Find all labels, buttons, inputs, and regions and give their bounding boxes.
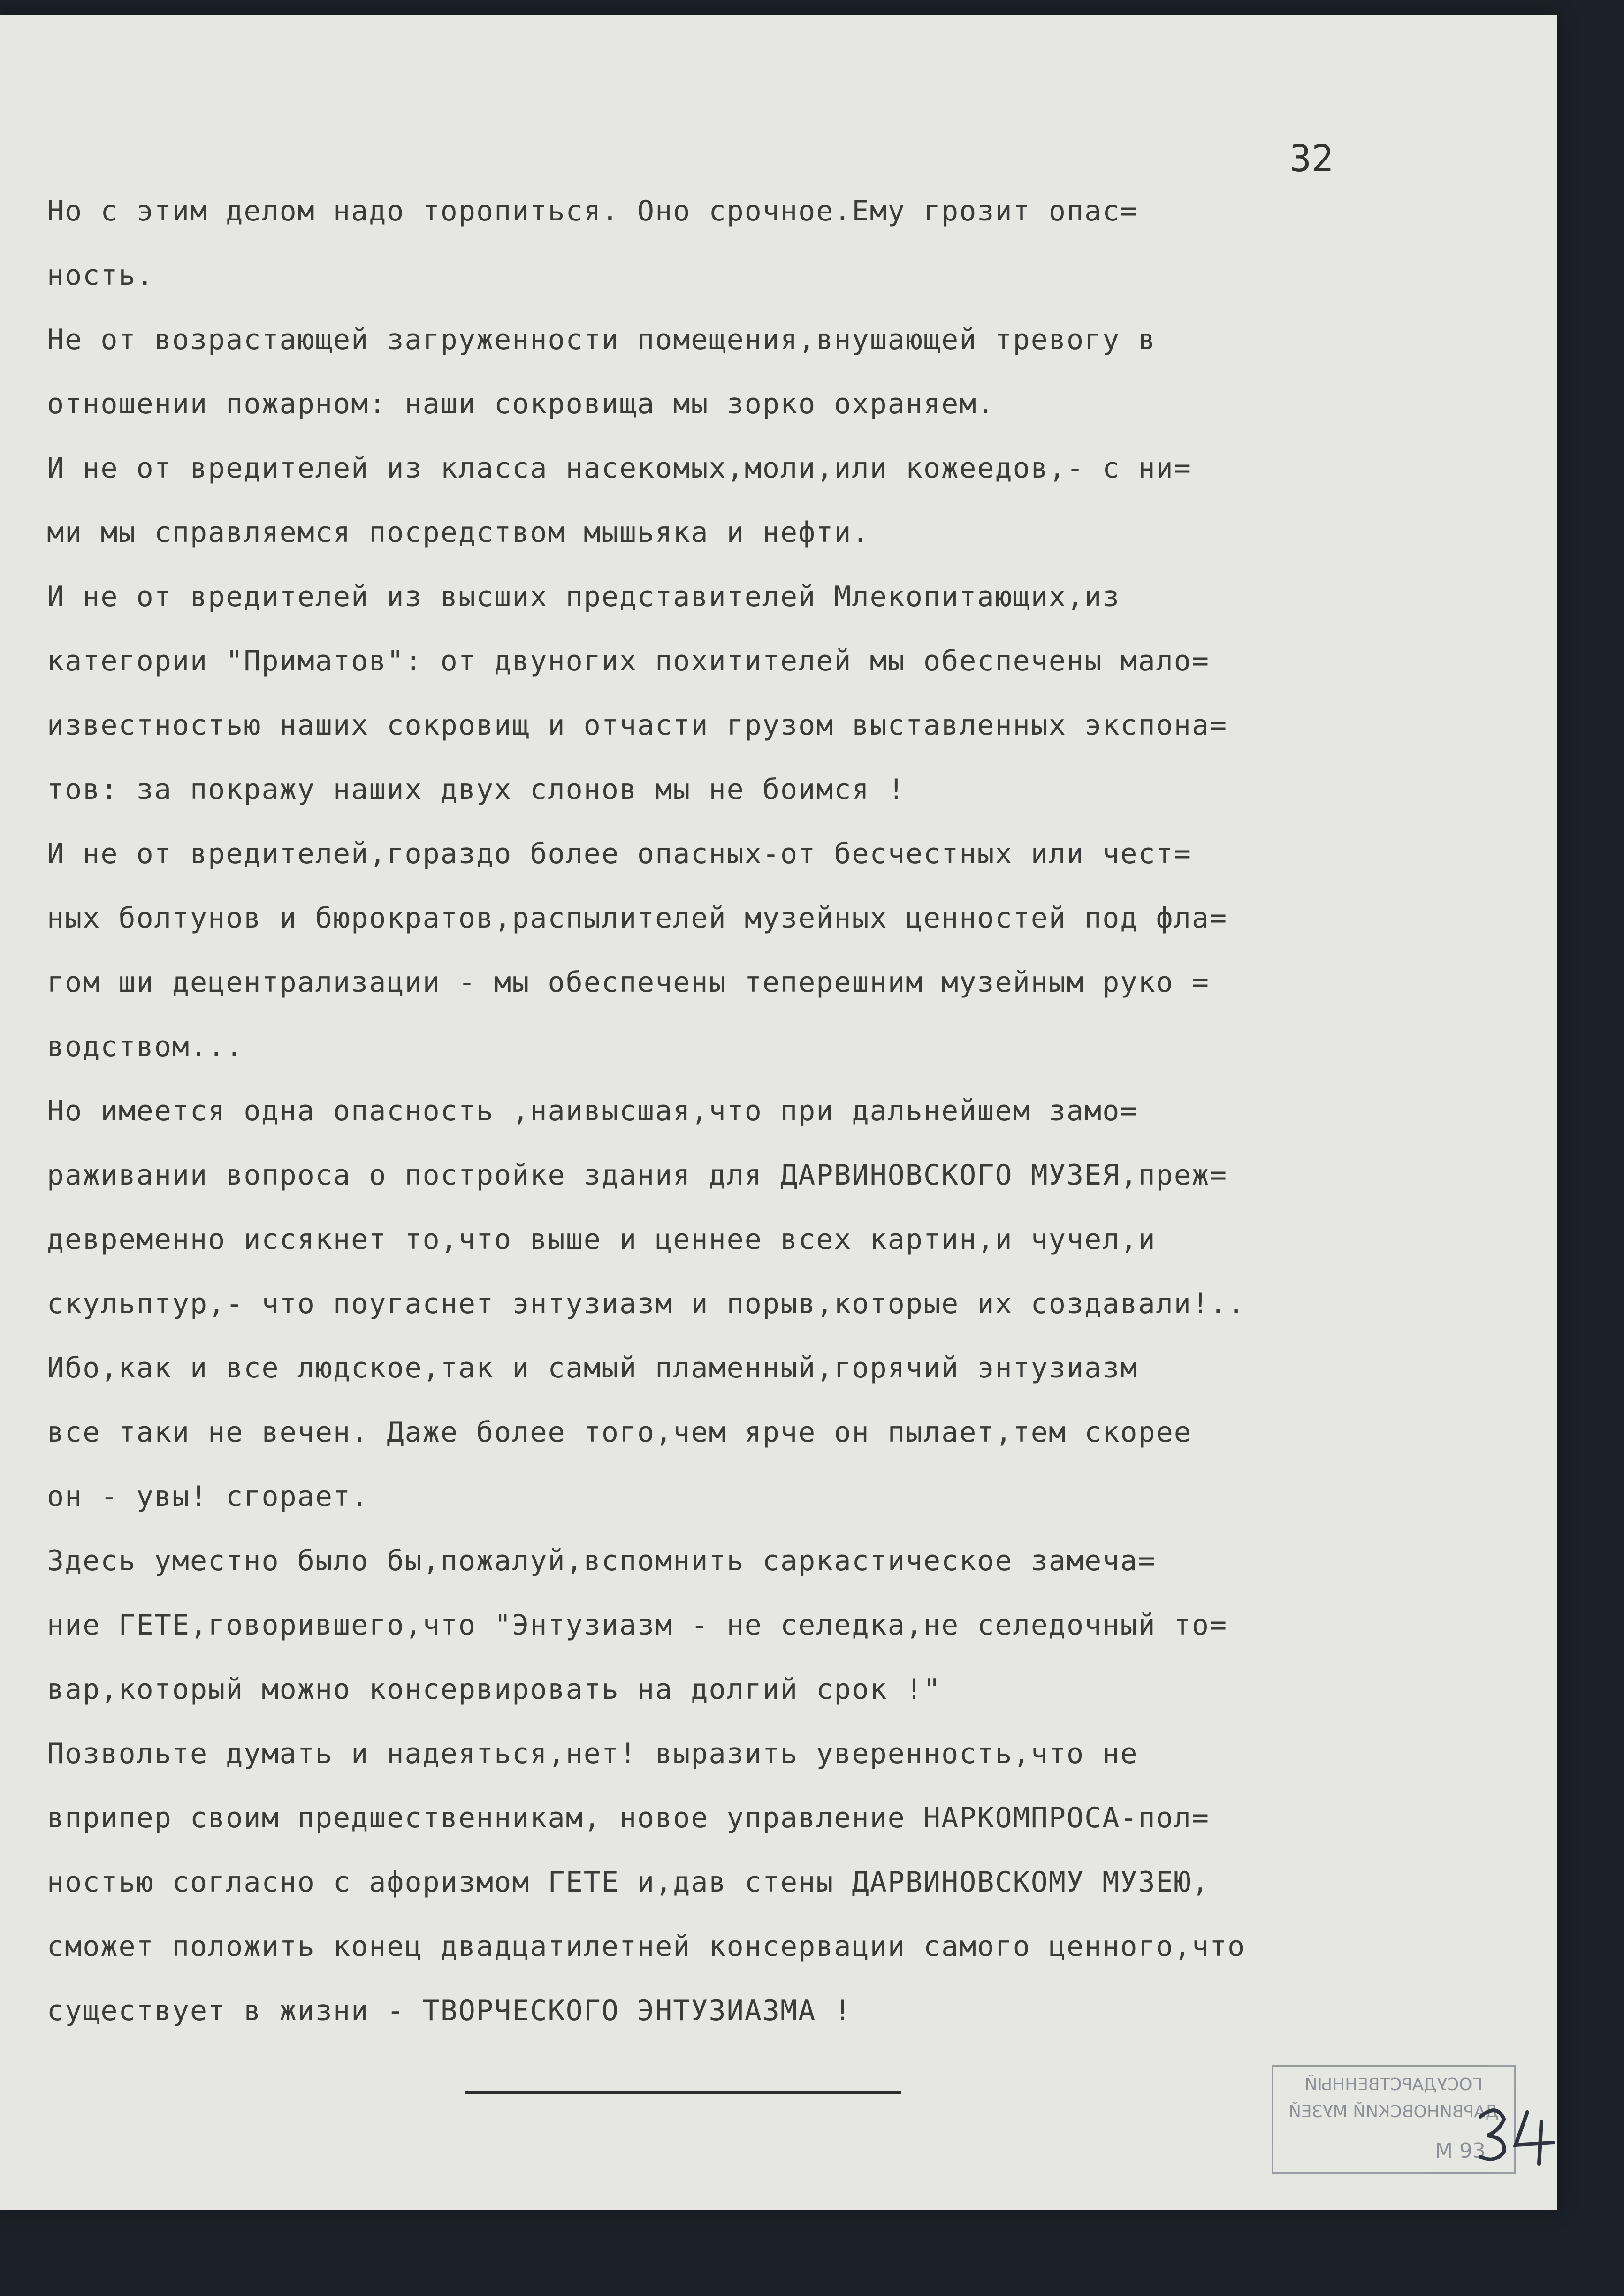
text-line: раживании вопроса о постройке здания для ДАРВИНОВСКОГО МУЗЕЯ,преж= (47, 1159, 1228, 1192)
text-line: категории "Приматов": от двуногих похитителей мы обеспечены мало= (47, 645, 1210, 677)
text-line: водством... (47, 1030, 244, 1063)
handwritten-inventory-number (1471, 2098, 1565, 2168)
text-line: известностью наших сокровищ и отчасти грузом выставленных экспона= (47, 709, 1228, 742)
text-line: Не от возрастающей загруженности помещения,внушающей тревогу в (47, 323, 1156, 356)
text-line: тов: за покражу наших двух слонов мы не боимся ! (47, 773, 906, 806)
closing-rule (465, 2091, 901, 2094)
text-line: девременно иссякнет то,что выше и ценнее всех картин,и чучел,и (47, 1223, 1156, 1256)
text-line: И не от вредителей из высших представителей Млекопитающих,из (47, 580, 1121, 613)
text-line: Позвольте думать и надеяться,нет! выразить уверенность,что не (47, 1737, 1138, 1770)
text-line: ностью согласно с афоризмом ГЕТЕ и,дав стены ДАРВИНОВСКОМУ МУЗЕЮ, (47, 1866, 1210, 1899)
text-line: Но имеется одна опасность ,наивысшая,что при дальнейшем замо= (47, 1095, 1138, 1127)
text-line: гом ши децентрализации - мы обеспечены теперешним музейным руко = (47, 966, 1210, 999)
text-line: ных болтунов и бюрократов,распылителей музейных ценностей под фла= (47, 902, 1228, 935)
stamp-number: М 93 (1435, 2139, 1486, 2163)
text-line: отношении пожарном: наши сокровища мы зорко охраняем. (47, 388, 995, 420)
text-line: И не от вредителей из класса насекомых,моли,или кожеедов,- с ни= (47, 452, 1192, 485)
text-line: скульптур,- что поугаснет энтузиазм и порыв,которые их создавали!.. (47, 1287, 1246, 1320)
page-number: 32 (1289, 138, 1334, 180)
text-line: ние ГЕТЕ,говорившего,что "Энтузиазм - не селедка,не селедочный то= (47, 1609, 1228, 1642)
text-line: И не от вредителей,гораздо более опасных-от бесчестных или чест= (47, 837, 1192, 870)
typewritten-text (47, 179, 1511, 2043)
stamp-line-1: ГОСУДАРСТВЕННЫЙ (1304, 2075, 1483, 2094)
text-line: вар,который можно консервировать на долгий срок !" (47, 1673, 942, 1706)
text-line: вприпер своим предшественникам, новое управление НАРКОМПРОСА-пол= (47, 1802, 1210, 1834)
stamp-line-2: ДАРВИНОВСКИЙ МУЗЕЙ (1289, 2102, 1499, 2121)
text-line: существует в жизни - ТВОРЧЕСКОГО ЭНТУЗИАЗМА ! (47, 1994, 852, 2027)
text-line: сможет положить конец двадцатилетней консервации самого ценного,что (47, 1930, 1246, 1963)
text-line: все таки не вечен. Даже более того,чем ярче он пылает,тем скорее (47, 1416, 1192, 1449)
document-page (0, 15, 1557, 2210)
text-line: ность. (47, 259, 154, 292)
text-line: Но с этим делом надо торопиться. Оно срочное.Ему грозит опас= (47, 195, 1138, 228)
text-line: Ибо,как и все людское,так и самый пламенный,горячий энтузиазм (47, 1352, 1138, 1384)
text-line: он - увы! сгорает. (47, 1480, 369, 1513)
text-line: ми мы справляемся посредством мышьяка и нефти. (47, 516, 870, 549)
text-line: Здесь уместно было бы,пожалуй,вспомнить саркастическое замеча= (47, 1544, 1156, 1577)
